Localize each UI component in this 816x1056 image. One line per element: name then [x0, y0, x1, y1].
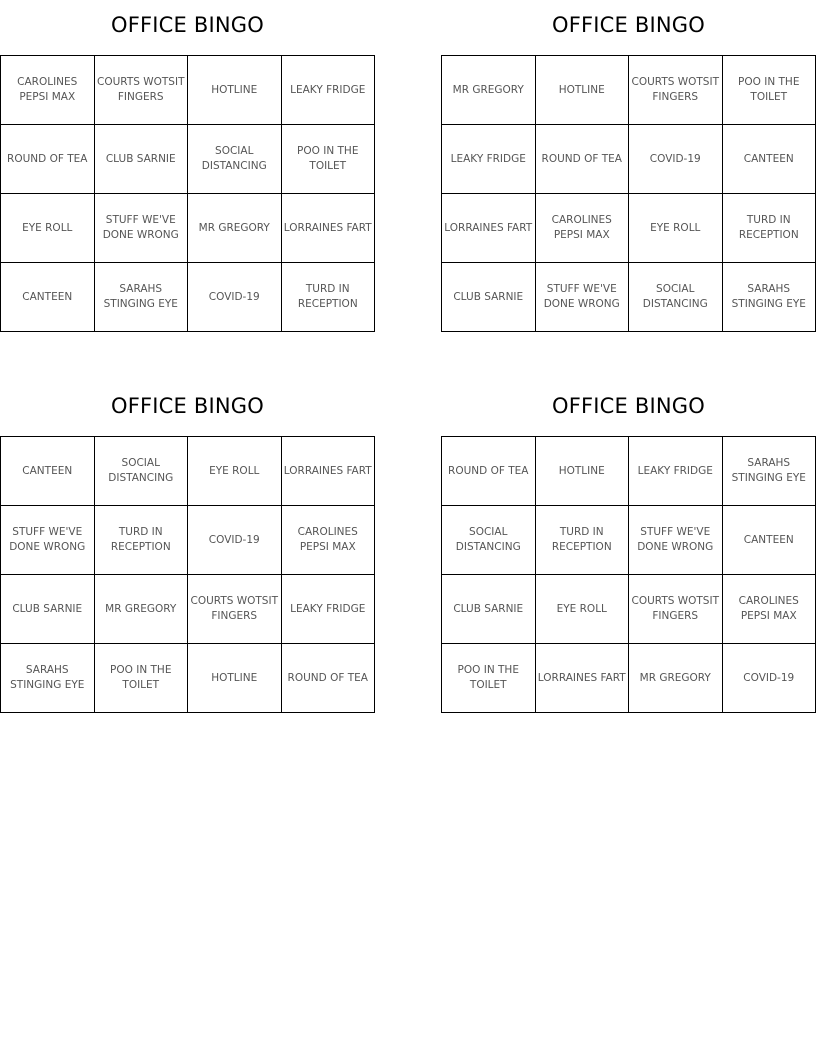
bingo-cell: COVID-19: [722, 644, 816, 713]
bingo-cell: HOTLINE: [188, 56, 282, 125]
bingo-cell: COURTS WOTSIT FINGERS: [94, 56, 188, 125]
grid-row: [1, 56, 375, 125]
bingo-cell: STUFF WE'VE DONE WRONG: [535, 263, 629, 332]
bingo-cell: CLUB SARNIE: [94, 125, 188, 194]
grid-row: [442, 644, 816, 713]
card-title: OFFICE BINGO: [552, 13, 705, 37]
bingo-cell: CANTEEN: [1, 437, 95, 506]
bingo-cell: TURD IN RECEPTION: [535, 506, 629, 575]
bingo-cell: CLUB SARNIE: [1, 575, 95, 644]
bingo-cell: COVID-19: [188, 506, 282, 575]
bingo-cell: CANTEEN: [722, 125, 816, 194]
bingo-cell: LEAKY FRIDGE: [281, 575, 375, 644]
bingo-cell: SARAHS STINGING EYE: [1, 644, 95, 713]
bingo-grid: [441, 55, 816, 332]
bingo-cell: CANTEEN: [1, 263, 95, 332]
bingo-cell: EYE ROLL: [535, 575, 629, 644]
bingo-cell: COURTS WOTSIT FINGERS: [188, 575, 282, 644]
bingo-cell: CAROLINES PEPSI MAX: [722, 575, 816, 644]
bingo-cell: CAROLINES PEPSI MAX: [535, 194, 629, 263]
bingo-cell: MR GREGORY: [188, 194, 282, 263]
grid-row: [1, 437, 375, 506]
bingo-cell: CANTEEN: [722, 506, 816, 575]
grid-row: [1, 575, 375, 644]
bingo-cell: SARAHS STINGING EYE: [94, 263, 188, 332]
bingo-cell: TURD IN RECEPTION: [94, 506, 188, 575]
grid-row: [442, 125, 816, 194]
grid-row: [1, 263, 375, 332]
bingo-cell: COURTS WOTSIT FINGERS: [629, 575, 723, 644]
bingo-cell: POO IN THE TOILET: [281, 125, 375, 194]
grid-row: [442, 506, 816, 575]
grid-row: [1, 644, 375, 713]
bingo-cell: HOTLINE: [535, 437, 629, 506]
bingo-grid: [0, 436, 375, 713]
bingo-cell: LORRAINES FART: [281, 194, 375, 263]
bingo-cell: ROUND OF TEA: [1, 125, 95, 194]
bingo-cell: SARAHS STINGING EYE: [722, 263, 816, 332]
grid-row: [442, 575, 816, 644]
bingo-cell: COURTS WOTSIT FINGERS: [629, 56, 723, 125]
bingo-cell: CAROLINES PEPSI MAX: [1, 56, 95, 125]
grid-row: [1, 506, 375, 575]
bingo-cell: SARAHS STINGING EYE: [722, 437, 816, 506]
bingo-cell: LORRAINES FART: [281, 437, 375, 506]
bingo-cell: ROUND OF TEA: [442, 437, 536, 506]
grid-row: [442, 263, 816, 332]
bingo-cell: TURD IN RECEPTION: [281, 263, 375, 332]
bingo-cell: EYE ROLL: [629, 194, 723, 263]
grid-row: [442, 437, 816, 506]
bingo-cell: CLUB SARNIE: [442, 575, 536, 644]
bingo-cell: STUFF WE'VE DONE WRONG: [94, 194, 188, 263]
grid-row: [442, 194, 816, 263]
bingo-cell: POO IN THE TOILET: [442, 644, 536, 713]
bingo-cell: POO IN THE TOILET: [94, 644, 188, 713]
bingo-cell: LEAKY FRIDGE: [442, 125, 536, 194]
bingo-cell: EYE ROLL: [1, 194, 95, 263]
bingo-cell: SOCIAL DISTANCING: [94, 437, 188, 506]
bingo-cell: STUFF WE'VE DONE WRONG: [1, 506, 95, 575]
grid-row: [1, 125, 375, 194]
bingo-cell: TURD IN RECEPTION: [722, 194, 816, 263]
bingo-cell: LORRAINES FART: [442, 194, 536, 263]
bingo-cell: HOTLINE: [188, 644, 282, 713]
bingo-cell: COVID-19: [629, 125, 723, 194]
bingo-cell: HOTLINE: [535, 56, 629, 125]
card-title: OFFICE BINGO: [552, 394, 705, 418]
bingo-cell: MR GREGORY: [442, 56, 536, 125]
bingo-grid: [441, 436, 816, 713]
bingo-cell: LORRAINES FART: [535, 644, 629, 713]
bingo-cell: SOCIAL DISTANCING: [442, 506, 536, 575]
grid-row: [1, 194, 375, 263]
bingo-cell: ROUND OF TEA: [535, 125, 629, 194]
bingo-cell: SOCIAL DISTANCING: [188, 125, 282, 194]
card-title: OFFICE BINGO: [111, 13, 264, 37]
bingo-cell: COVID-19: [188, 263, 282, 332]
bingo-cell: LEAKY FRIDGE: [629, 437, 723, 506]
bingo-cell: MR GREGORY: [94, 575, 188, 644]
bingo-cell: MR GREGORY: [629, 644, 723, 713]
bingo-cell: CAROLINES PEPSI MAX: [281, 506, 375, 575]
bingo-cell: SOCIAL DISTANCING: [629, 263, 723, 332]
bingo-cell: CLUB SARNIE: [442, 263, 536, 332]
bingo-cell: ROUND OF TEA: [281, 644, 375, 713]
bingo-cell: POO IN THE TOILET: [722, 56, 816, 125]
grid-row: [442, 56, 816, 125]
bingo-cell: STUFF WE'VE DONE WRONG: [629, 506, 723, 575]
bingo-grid: [0, 55, 375, 332]
bingo-cell: EYE ROLL: [188, 437, 282, 506]
card-title: OFFICE BINGO: [111, 394, 264, 418]
bingo-cell: LEAKY FRIDGE: [281, 56, 375, 125]
